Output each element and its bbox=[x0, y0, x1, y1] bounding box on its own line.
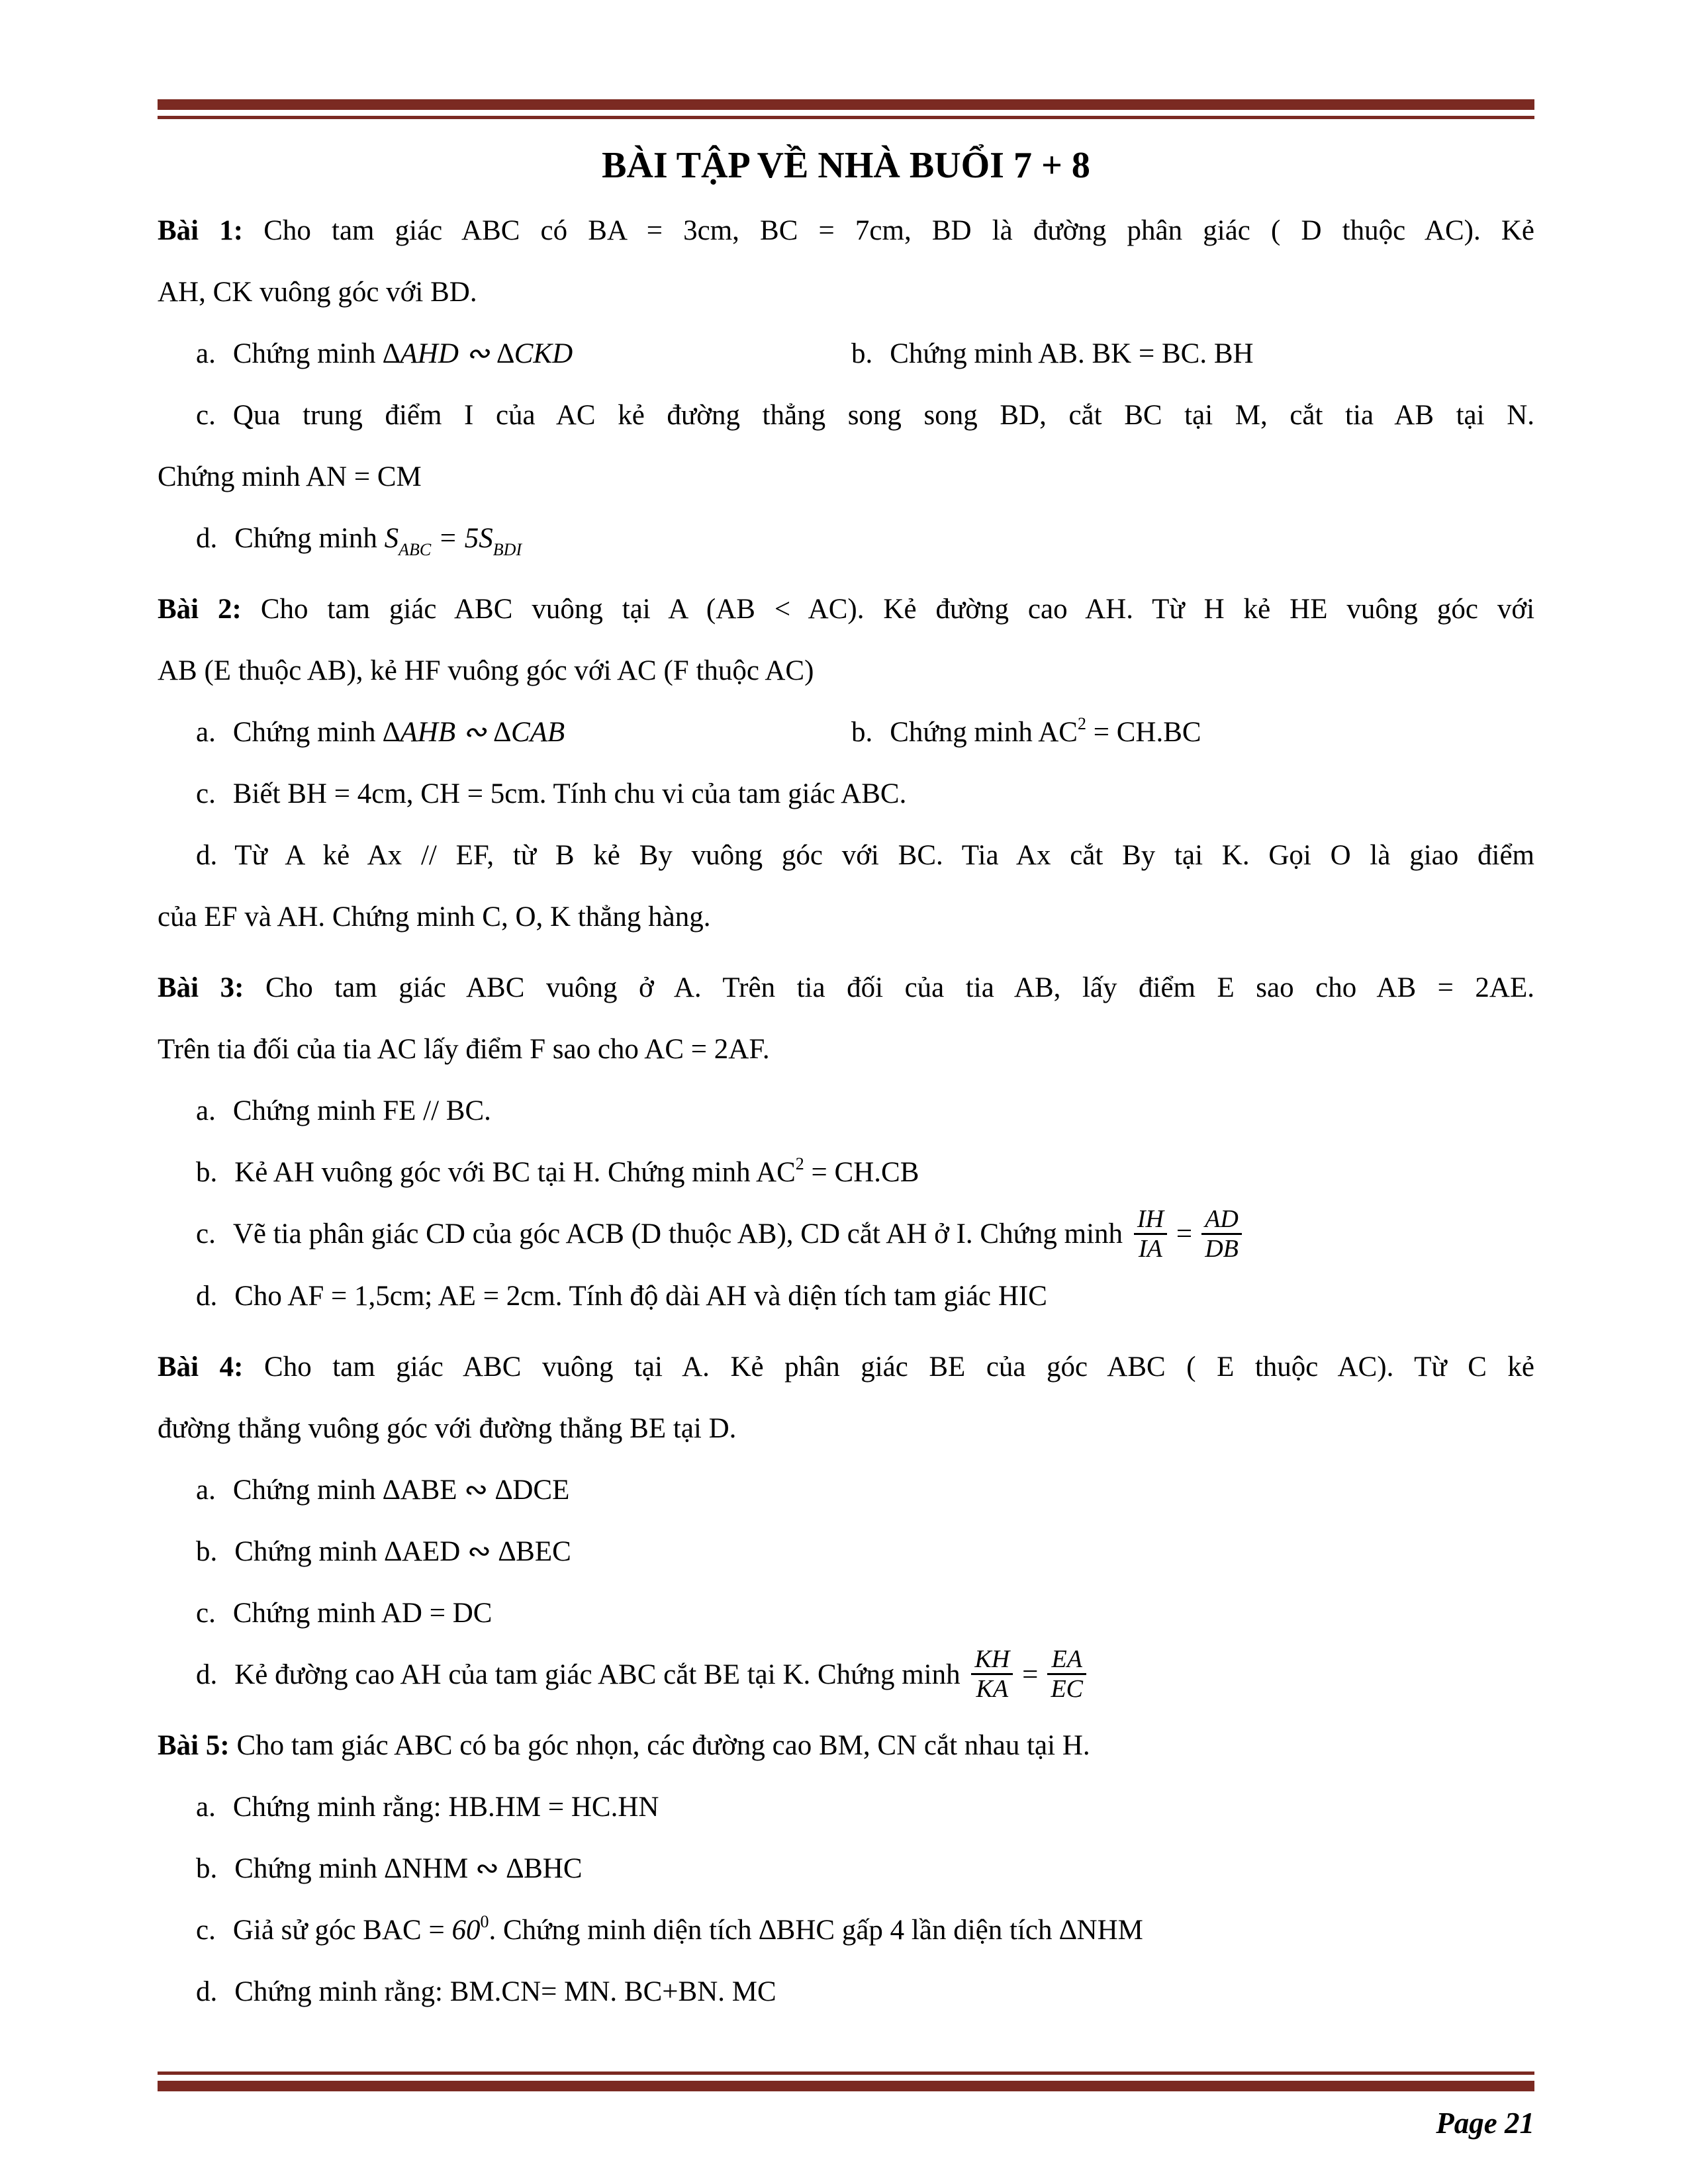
problem-2-item-c-text: Biết BH = 4cm, CH = 5cm. Tính chu vi của tam giác ABC. bbox=[232, 778, 907, 809]
problem-2-item-a-math: ∆AHB ∾ ∆CAB bbox=[383, 717, 565, 748]
problem-4-item-c-text: Chứng minh AD = DC bbox=[232, 1597, 492, 1629]
fraction-numerator: EA bbox=[1047, 1645, 1086, 1675]
problem-5-item-a bbox=[158, 1776, 1534, 1838]
math-sup-2: 2 bbox=[1078, 714, 1086, 733]
problem-2-item-b-post: = CH.BC bbox=[1086, 717, 1201, 748]
problem-4-label: Bài 4: bbox=[158, 1351, 244, 1383]
problem-2-intro-text-2: AB (E thuộc AB), kẻ HF vuông góc với AC (F thuộc AC) bbox=[158, 655, 814, 686]
problem-3-item-b bbox=[158, 1142, 1534, 1203]
problem-1-item-d bbox=[158, 508, 1534, 569]
math-60: 60 bbox=[451, 1915, 481, 1946]
problem-1-item-b-text: Chứng minh AB. BK = BC. BH bbox=[890, 338, 1254, 369]
problem-5-item-c-post: . Chứng minh diện tích ∆BHC gấp 4 lần diện tích ∆NHM bbox=[489, 1915, 1143, 1946]
problem-3-intro-line-1 bbox=[158, 957, 1534, 1019]
fraction-numerator: IH bbox=[1134, 1205, 1167, 1235]
problem-4-item-d bbox=[158, 1644, 1534, 1706]
problem-2-item-d-label: d. bbox=[196, 840, 218, 871]
math-sub-ABC: ABC bbox=[399, 540, 432, 559]
problem-3-item-a-label: a. bbox=[196, 1095, 216, 1126]
problem-2-items-ab bbox=[158, 702, 1534, 763]
problem-1-item-a-text: Chứng minh bbox=[232, 338, 376, 369]
problem-5-intro-text: Cho tam giác ABC có ba góc nhọn, các đường cao BM, CN cắt nhau tại H. bbox=[236, 1730, 1090, 1762]
problem-4-item-b-text: Chứng minh ∆AED ∾ ∆BEC bbox=[234, 1535, 571, 1567]
problem-1-item-b-label: b. bbox=[851, 338, 873, 369]
page-number: Page 21 bbox=[1436, 2107, 1534, 2140]
problem-4-item-d-label: d. bbox=[196, 1659, 218, 1690]
problem-4-item-a bbox=[158, 1459, 1534, 1521]
problem-1-item-d-text: Chứng minh bbox=[234, 523, 377, 554]
problem-2-item-a-text: Chứng minh bbox=[232, 717, 376, 748]
problem-1-item-c bbox=[158, 385, 1534, 446]
fraction-denominator: DB bbox=[1205, 1234, 1239, 1263]
problem-2-item-d-cont-text: của EF và AH. Chứng minh C, O, K thẳng hàng. bbox=[158, 901, 711, 933]
problem-2-label: Bài 2: bbox=[158, 594, 242, 625]
problem-1-item-c-cont-text: Chứng minh AN = CM bbox=[158, 461, 422, 492]
problem-1-item-b bbox=[851, 323, 1534, 385]
problem-1-item-a-math: ∆AHD ∾ ∆CKD bbox=[383, 338, 573, 369]
problem-3-item-b-post: = CH.CB bbox=[804, 1157, 919, 1188]
problem-4-item-a-label: a. bbox=[196, 1474, 216, 1506]
problem-2-item-d-continuation bbox=[158, 886, 1534, 948]
problem-2-item-d-text: Từ A kẻ Ax // EF, từ B kẻ By vuông góc với BC. Tia Ax cắt By tại K. Gọi O là giao điểm bbox=[234, 840, 1534, 871]
math-sup-2: 2 bbox=[795, 1154, 804, 1173]
problem-1-item-c-continuation bbox=[158, 446, 1534, 508]
problem-1-item-c-label: c. bbox=[196, 400, 216, 431]
problem-3-item-b-pre: Kẻ AH vuông góc với BC tại H. Chứng minh AC bbox=[234, 1157, 796, 1188]
problem-4-item-c bbox=[158, 1582, 1534, 1644]
math-sup-0: 0 bbox=[480, 1912, 489, 1932]
problem-3-item-a bbox=[158, 1080, 1534, 1142]
problem-2-intro-text-1: Cho tam giác ABC vuông tại A (AB < AC). Kẻ đường cao AH. Từ H kẻ HE vuông góc với bbox=[260, 594, 1535, 625]
problem-3-label: Bài 3: bbox=[158, 972, 244, 1003]
fraction-numerator: KH bbox=[971, 1645, 1013, 1675]
problem-1-item-a bbox=[196, 323, 851, 385]
problem-5-item-d bbox=[158, 1961, 1534, 2023]
fraction-AD-DB bbox=[1201, 1205, 1242, 1263]
problem-2-item-a-label: a. bbox=[196, 717, 216, 748]
problem-3-intro-text-2: Trên tia đối của tia AC lấy điểm F sao cho AC = 2AF. bbox=[158, 1034, 770, 1065]
problem-3-item-d bbox=[158, 1265, 1534, 1327]
problem-2-item-c bbox=[158, 763, 1534, 825]
problem-2-intro-line-1 bbox=[158, 578, 1534, 640]
problem-2-item-b-pre: Chứng minh AC bbox=[890, 717, 1078, 748]
page-title: BÀI TẬP VỀ NHÀ BUỔI 7 + 8 bbox=[602, 145, 1090, 186]
problem-5-intro-line-1 bbox=[158, 1715, 1534, 1776]
problem-2-intro-line-2 bbox=[158, 640, 1534, 702]
problem-2-item-d bbox=[158, 825, 1534, 886]
problem-3-intro-line-2 bbox=[158, 1019, 1534, 1080]
fraction-equals: = bbox=[1176, 1218, 1193, 1250]
problem-3-intro-text-1: Cho tam giác ABC vuông ở A. Trên tia đối của tia AB, lấy điểm E sao cho AB = 2AE. bbox=[265, 972, 1535, 1003]
problem-3-item-a-text: Chứng minh FE // BC. bbox=[232, 1095, 491, 1126]
problem-4-item-b bbox=[158, 1521, 1534, 1582]
fraction-numerator: AD bbox=[1201, 1205, 1242, 1235]
fraction-denominator: EC bbox=[1051, 1675, 1083, 1704]
problem-4-item-c-label: c. bbox=[196, 1597, 216, 1629]
problem-5-item-a-label: a. bbox=[196, 1792, 216, 1823]
problem-1-item-d-label: d. bbox=[196, 523, 218, 554]
problem-2-item-b-label: b. bbox=[851, 717, 873, 748]
math-equals-5S: = 5S bbox=[431, 523, 493, 554]
problem-4-intro-text-1: Cho tam giác ABC vuông tại A. Kẻ phân giác BE của góc ABC ( E thuộc AC). Từ C kẻ bbox=[264, 1351, 1534, 1383]
problem-3-item-d-text: Cho AF = 1,5cm; AE = 2cm. Tính độ dài AH và diện tích tam giác HIC bbox=[234, 1280, 1047, 1312]
fraction-denominator: KA bbox=[976, 1675, 1009, 1704]
problem-4-intro-line-2 bbox=[158, 1398, 1534, 1459]
math-sub-BDI: BDI bbox=[492, 540, 522, 559]
problem-1-item-d-math bbox=[384, 523, 522, 559]
problem-5-item-b-text: Chứng minh ∆NHM ∾ ∆BHC bbox=[234, 1853, 583, 1885]
problem-1-item-a-label: a. bbox=[196, 338, 216, 369]
problem-5-item-d-label: d. bbox=[196, 1976, 218, 2008]
problem-5-item-c bbox=[158, 1899, 1534, 1961]
problem-1-item-c-text: Qua trung điểm I của AC kẻ đường thẳng song song BD, cắt BC tại M, cắt tia AB tại N. bbox=[232, 400, 1534, 431]
problem-4-item-a-text: Chứng minh ∆ABE ∾ ∆DCE bbox=[232, 1474, 570, 1506]
problem-3-item-b-label: b. bbox=[196, 1157, 218, 1188]
problem-4-intro-line-1 bbox=[158, 1336, 1534, 1398]
problem-2-item-b bbox=[851, 702, 1534, 763]
problem-3-item-d-label: d. bbox=[196, 1280, 218, 1312]
top-border-rule bbox=[158, 99, 1534, 119]
bottom-border-rule bbox=[158, 2071, 1534, 2091]
problem-1-intro-text-2: AH, CK vuông góc với BD. bbox=[158, 277, 477, 308]
math-S: S bbox=[384, 523, 399, 554]
problem-5-item-a-text: Chứng minh rằng: HB.HM = HC.HN bbox=[232, 1792, 659, 1823]
fraction-KH-KA bbox=[971, 1645, 1013, 1703]
problem-1-intro-line-1 bbox=[158, 200, 1534, 261]
problem-5-item-b bbox=[158, 1838, 1534, 1899]
problem-1-intro-line-2 bbox=[158, 261, 1534, 323]
problem-3-item-c-text: Vẽ tia phân giác CD của góc ACB (D thuộc AB), CD cắt AH ở I. Chứng minh bbox=[232, 1218, 1123, 1250]
problem-3-item-c bbox=[158, 1203, 1534, 1265]
problem-1-items-ab bbox=[158, 323, 1534, 385]
problem-4-item-b-label: b. bbox=[196, 1535, 218, 1567]
problem-4-item-d-text: Kẻ đường cao AH của tam giác ABC cắt BE tại K. Chứng minh bbox=[234, 1659, 961, 1690]
problem-2-item-c-label: c. bbox=[196, 778, 216, 809]
problem-5-item-b-label: b. bbox=[196, 1853, 218, 1885]
problem-1-label: Bài 1: bbox=[158, 215, 244, 246]
problem-3-item-c-label: c. bbox=[196, 1218, 216, 1250]
fraction-equals: = bbox=[1022, 1659, 1039, 1690]
fraction-IH-IA bbox=[1134, 1205, 1167, 1263]
fraction-EA-EC bbox=[1047, 1645, 1086, 1703]
problem-5-item-c-pre: Giả sử góc BAC = bbox=[232, 1915, 452, 1946]
page-footer bbox=[158, 2071, 1534, 2142]
problem-2-item-a bbox=[196, 702, 851, 763]
problem-5-label: Bài 5: bbox=[158, 1730, 230, 1762]
problem-5-item-d-text: Chứng minh rằng: BM.CN= MN. BC+BN. MC bbox=[234, 1976, 776, 2008]
problem-4-intro-text-2: đường thẳng vuông góc với đường thẳng BE tại D. bbox=[158, 1412, 737, 1444]
problem-5-item-c-label: c. bbox=[196, 1915, 216, 1946]
problem-1-intro-text-1: Cho tam giác ABC có BA = 3cm, BC = 7cm, BD là đường phân giác ( D thuộc AC). Kẻ bbox=[263, 215, 1534, 246]
fraction-denominator: IA bbox=[1138, 1234, 1162, 1263]
